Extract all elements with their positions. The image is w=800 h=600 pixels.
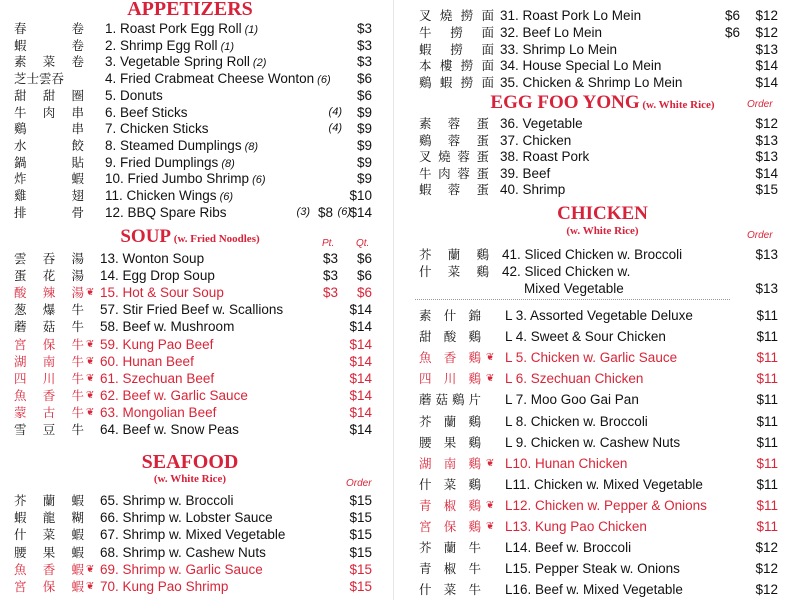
item-name: L12. Chicken w. Pepper & Onions: [505, 497, 707, 513]
menu-item: [405, 349, 800, 366]
menu-item: [405, 24, 800, 41]
chinese-name: 雲 吞 湯: [14, 251, 84, 266]
item-name: L10. Hunan Chicken: [505, 455, 628, 471]
menu-item: [405, 115, 800, 132]
menu-item: [405, 7, 800, 24]
menu-item: [0, 267, 380, 284]
chinese-name: 牛 肉 蓉 蛋: [419, 165, 489, 181]
item-price-quart: $14: [349, 387, 372, 403]
chinese-name: 牛 肉 串: [14, 104, 84, 120]
item-name: 11. Chicken Wings (6): [105, 188, 234, 203]
item-price-quart: $14: [755, 58, 778, 74]
chinese-name: 青 椒 鷄: [419, 497, 481, 513]
item-price: $11: [756, 413, 778, 429]
menu-item: [0, 318, 380, 335]
item-price-small: $8: [317, 204, 333, 220]
item-name: 8. Steamed Dumplings (8): [105, 137, 259, 153]
item-price-quart: $14: [755, 75, 778, 91]
menu-item: [405, 455, 800, 472]
item-price: $11: [756, 434, 778, 450]
pepper-icon: ❦: [486, 457, 495, 469]
item-price: $9: [356, 154, 372, 170]
menu-item: [405, 518, 800, 535]
item-name: 64. Beef w. Snow Peas: [100, 422, 239, 437]
menu-item: [0, 120, 380, 137]
menu-item: [405, 165, 800, 182]
menu-item: [0, 204, 380, 221]
section-subtitle: (w. Fried Noodles): [171, 233, 260, 245]
menu-item: [0, 154, 380, 171]
chinese-name: 水 餃: [14, 137, 84, 153]
item-price: $11: [756, 455, 778, 471]
item-price: $3: [356, 37, 372, 53]
item-quantity: (8): [241, 140, 259, 153]
item-quantity: (3): [296, 205, 310, 218]
item-name: L11. Chicken w. Mixed Vegetable: [505, 476, 703, 492]
item-name: 37. Chicken: [500, 132, 572, 148]
column-label-order: Order: [346, 478, 372, 489]
item-price: $15: [349, 510, 372, 526]
item-name: 65. Shrimp w. Broccoli: [100, 493, 234, 508]
section-title-text: APPETIZERS: [127, 0, 253, 20]
menu-item: [405, 497, 800, 514]
item-name: 10. Fried Jumbo Shrimp (6): [105, 171, 266, 187]
item-price-pint: $3: [322, 251, 338, 266]
menu-item: [405, 434, 800, 451]
item-price: $6: [356, 71, 372, 87]
menu-item: [405, 132, 800, 149]
item-price: $11: [756, 371, 778, 387]
chinese-name: 四 川 牛: [14, 370, 84, 386]
chinese-name: 蘑 菇 鷄 片: [419, 392, 481, 408]
chinese-name: 蝦 蓉 蛋: [419, 182, 489, 198]
item-price-quart: $12: [755, 8, 778, 23]
chinese-name: 芥 蘭 牛: [419, 540, 481, 556]
item-price-pint: $3: [322, 285, 338, 301]
item-quantity: (6): [314, 74, 331, 87]
item-name: L14. Beef w. Broccoli: [505, 540, 632, 556]
item-name: 63. Mongolian Beef: [100, 404, 217, 420]
chinese-name: 魚 香 鷄: [419, 350, 481, 366]
item-name: 5. Donuts: [105, 87, 163, 103]
item-name: 42. Sliced Chicken w.: [502, 264, 631, 279]
menu-item: [405, 280, 800, 297]
section-subtitle: (w. White Rice): [639, 99, 715, 111]
item-price-quart: $14: [349, 302, 372, 318]
item-name: 9. Fried Dumplings (8): [105, 154, 235, 170]
menu-item: [0, 70, 380, 87]
menu-item: [0, 492, 380, 509]
pepper-icon: ❦: [86, 372, 95, 384]
menu-item: [405, 246, 800, 263]
menu-item: [405, 476, 800, 493]
item-name: 62. Beef w. Garlic Sauce: [100, 387, 248, 403]
item-name: 33. Shrimp Lo Mein: [500, 41, 618, 57]
item-name: Mixed Vegetable: [524, 281, 624, 296]
section-title: [405, 203, 800, 225]
chinese-name: 叉 燒 撈 面: [419, 8, 494, 23]
menu-item: [0, 250, 380, 267]
chinese-name: 牛 撈 面: [419, 24, 494, 40]
item-price: $9: [356, 171, 372, 187]
item-quantity: (2): [249, 57, 267, 70]
menu-item: [0, 421, 380, 438]
item-name: 38. Roast Pork: [500, 149, 590, 165]
chinese-name: 蝦 卷: [14, 37, 84, 53]
item-name: 70. Kung Pao Shrimp: [100, 579, 229, 594]
item-price: $11: [756, 392, 778, 408]
item-name: 13. Wonton Soup: [100, 251, 205, 266]
item-name: 12. BBQ Spare Ribs: [105, 204, 227, 220]
chinese-name: 鍋 貼: [14, 154, 84, 170]
section-title: [0, 451, 380, 474]
menu-item: [405, 57, 800, 74]
item-price: $15: [349, 493, 372, 508]
chinese-name: 鷄 蝦 撈 面: [419, 75, 494, 91]
chinese-name: 芝士雲吞: [14, 71, 65, 87]
chinese-name: 鷄 蓉 蛋: [419, 132, 489, 148]
item-name: L13. Kung Pao Chicken: [505, 519, 647, 534]
item-price-quart: $14: [349, 404, 372, 420]
chinese-name: 鷄 串: [14, 121, 84, 137]
item-price-pint: $6: [724, 24, 740, 40]
item-price-quart: $14: [349, 336, 372, 352]
item-name: 59. Kung Pao Beef: [100, 336, 214, 352]
menu-item: [0, 187, 380, 204]
chinese-name: 炸 蝦: [14, 171, 84, 187]
chinese-name: 四 川 鷄: [419, 371, 481, 387]
item-name: 57. Stir Fried Beef w. Scallions: [100, 302, 284, 318]
item-name: 2. Shrimp Egg Roll (1): [105, 37, 235, 53]
item-name: 7. Chicken Sticks: [105, 121, 209, 137]
item-price: $11: [756, 308, 778, 323]
item-price: $12: [755, 540, 778, 556]
item-price: $15: [349, 544, 372, 560]
chinese-name: 蝦 撈 面: [419, 41, 494, 57]
item-quantity: (1): [217, 40, 235, 53]
chinese-name: 魚 香 蝦: [14, 561, 84, 577]
item-name: L 4. Sweet & Sour Chicken: [505, 329, 666, 345]
chinese-name: 什 菜 牛: [419, 582, 481, 598]
item-quantity: (8): [218, 157, 235, 170]
item-price: $11: [756, 497, 778, 513]
menu-item: [0, 104, 380, 121]
item-price: $11: [756, 350, 778, 366]
menu-item: [0, 53, 380, 70]
item-price-quart: $14: [349, 319, 372, 335]
item-name: L16. Beef w. Mixed Vegetable: [505, 582, 683, 598]
item-name: 41. Sliced Chicken w. Broccoli: [502, 247, 683, 262]
item-price-pint: $3: [322, 268, 338, 284]
item-price: $12: [755, 561, 778, 577]
menu-item: [405, 148, 800, 165]
pepper-icon: ❦: [86, 355, 95, 367]
chinese-name: 雪 豆 牛: [14, 422, 84, 437]
item-name: L 8. Chicken w. Broccoli: [505, 413, 648, 429]
item-quantity: (6): [216, 191, 234, 203]
chinese-name: 蝦 龍 糊: [14, 510, 84, 526]
item-price-quart: $6: [356, 268, 372, 284]
column-divider: [393, 0, 394, 600]
section-divider: [415, 299, 730, 301]
item-price: $15: [349, 527, 372, 543]
chinese-name: 什 菜 蝦: [14, 527, 84, 543]
menu-item: [0, 526, 380, 543]
chinese-name: 甜 酸 鷄: [419, 329, 481, 345]
section-title-text: EGG FOO YONG: [490, 92, 640, 113]
item-price: $9: [356, 104, 372, 120]
item-name: 60. Hunan Beef: [100, 353, 194, 369]
item-name: L 6. Szechuan Chicken: [505, 371, 644, 387]
item-name: 31. Roast Pork Lo Mein: [500, 8, 642, 23]
chinese-name: 叉 燒 蓉 蛋: [419, 149, 489, 165]
menu-item: [0, 37, 380, 54]
item-name: 39. Beef: [500, 165, 551, 181]
menu-item: [0, 387, 380, 404]
menu-item: [405, 539, 800, 556]
item-name: 61. Szechuan Beef: [100, 370, 215, 386]
chinese-name: 魚 香 牛: [14, 387, 84, 403]
item-name: L15. Pepper Steak w. Onions: [505, 561, 680, 577]
menu-item: [405, 391, 800, 408]
item-name: L 9. Chicken w. Cashew Nuts: [505, 434, 681, 450]
menu-item: [0, 370, 380, 387]
menu-item: [0, 404, 380, 421]
item-price: $11: [756, 476, 778, 492]
chinese-name: 素 菜 卷: [14, 54, 84, 70]
item-price-pint: $6: [724, 8, 740, 23]
chinese-name: 什 菜 鷄: [419, 264, 489, 279]
chinese-name: 芥 蘭 蝦: [14, 493, 84, 508]
chinese-name: 蒙 古 牛: [14, 404, 84, 420]
menu-item: [0, 137, 380, 154]
chinese-name: 湖 南 牛: [14, 353, 84, 369]
chinese-name: 宮 保 蝦: [14, 579, 84, 594]
chinese-name: 蛋 花 湯: [14, 268, 84, 284]
item-price: $14: [755, 165, 778, 181]
chinese-name: 排 骨: [14, 204, 84, 220]
item-price: $15: [349, 579, 372, 594]
item-name: 6. Beef Sticks: [105, 104, 188, 120]
item-price: $15: [349, 561, 372, 577]
chinese-name: 素 什 錦: [419, 308, 481, 323]
section-subtitle: (w. White Rice): [153, 473, 227, 485]
menu-item: [405, 74, 800, 91]
menu-item: [0, 353, 380, 370]
item-name: L 3. Assorted Vegetable Deluxe: [505, 308, 693, 323]
menu-item: [405, 370, 800, 387]
item-quantity: (4): [328, 105, 342, 118]
item-price: $3: [356, 54, 372, 70]
section-title: [0, 0, 380, 21]
item-price: $13: [755, 281, 778, 296]
menu-item: [405, 181, 800, 198]
pepper-icon: ❦: [86, 389, 95, 401]
chinese-name: 本 樓 撈 面: [419, 58, 494, 74]
chinese-name: 春 卷: [14, 21, 84, 36]
section-subtitle: (w. White Rice): [566, 225, 639, 237]
chinese-name: 宮 保 牛: [14, 336, 84, 352]
item-name: 68. Shrimp w. Cashew Nuts: [100, 544, 266, 560]
pepper-icon: ❦: [86, 406, 95, 418]
item-name: 40. Shrimp: [500, 182, 566, 198]
chinese-name: 芥 蘭 鷄: [419, 413, 481, 429]
chinese-name: 宮 保 鷄: [419, 519, 481, 534]
chinese-name: 腰 果 鷄: [419, 434, 481, 450]
item-price: $9: [356, 121, 372, 137]
item-price-quart: $14: [349, 370, 372, 386]
item-name: 35. Chicken & Shrimp Lo Mein: [500, 75, 683, 91]
item-price: $11: [756, 329, 778, 345]
item-price: $13: [755, 149, 778, 165]
section-title: [405, 92, 800, 114]
pepper-icon: ❦: [86, 563, 95, 575]
item-quantity: (4): [328, 122, 342, 135]
menu-item: [0, 336, 380, 353]
chinese-name: 蘑 菇 牛: [14, 319, 84, 335]
item-name: 66. Shrimp w. Lobster Sauce: [100, 510, 273, 526]
menu-item: [0, 578, 380, 595]
menu-item: [0, 87, 380, 104]
pepper-icon: ❦: [486, 521, 495, 532]
section-title-text: SEAFOOD: [141, 451, 239, 473]
chinese-name: 葱 爆 牛: [14, 302, 84, 318]
item-price: $6: [356, 87, 372, 103]
item-name: L 7. Moo Goo Gai Pan: [505, 392, 639, 408]
menu-item: [0, 561, 380, 578]
menu-item: [405, 560, 800, 577]
item-quantity: (6): [249, 174, 266, 187]
item-quantity: (1): [241, 24, 259, 36]
item-price-quart: $6: [356, 251, 372, 266]
item-name: 15. Hot & Sour Soup: [100, 285, 224, 301]
column-label-order: Order: [747, 230, 773, 241]
menu-item: [405, 328, 800, 345]
item-price: $12: [755, 582, 778, 598]
menu-item: [0, 509, 380, 526]
menu-item: [0, 20, 380, 37]
column-label-order: Order: [747, 99, 773, 110]
menu-item: [405, 263, 800, 280]
menu-item: [405, 413, 800, 430]
item-price: $13: [755, 132, 778, 148]
item-price: $3: [356, 21, 372, 36]
item-name: 69. Shrimp w. Garlic Sauce: [100, 561, 263, 577]
pepper-icon: ❦: [86, 338, 95, 350]
item-name: 34. House Special Lo Mein: [500, 58, 662, 74]
item-price-quart: $13: [755, 41, 778, 57]
item-price-quart: $14: [349, 353, 372, 369]
item-price-quart: $14: [349, 422, 372, 437]
item-name: 14. Egg Drop Soup: [100, 268, 215, 284]
item-name: 1. Roast Pork Egg Roll (1): [105, 21, 259, 36]
item-name: L 5. Chicken w. Garlic Sauce: [505, 350, 678, 366]
item-name: 3. Vegetable Spring Roll (2): [105, 54, 267, 70]
chinese-name: 素 蓉 蛋: [419, 116, 489, 131]
chinese-name: 青 椒 牛: [419, 561, 481, 577]
item-price: $11: [756, 519, 778, 534]
pepper-icon: ❦: [486, 499, 495, 511]
item-price: $10: [349, 188, 372, 203]
chinese-name: 腰 果 蝦: [14, 544, 84, 560]
menu-item: [405, 307, 800, 324]
chinese-name: 雞 翅: [14, 188, 84, 203]
item-price: $12: [755, 116, 778, 131]
section-title-text: CHICKEN: [557, 203, 648, 224]
item-name: 58. Beef w. Mushroom: [100, 319, 235, 335]
menu-item: [405, 41, 800, 58]
item-price: $15: [755, 182, 778, 198]
pepper-icon: ❦: [86, 287, 95, 299]
column-label-quart: Qt.: [356, 238, 370, 249]
menu-item: [0, 544, 380, 561]
chinese-name: 湖 南 鷄: [419, 455, 481, 471]
pepper-icon: ❦: [486, 352, 495, 364]
chinese-name: 酸 辣 湯: [14, 285, 84, 301]
chinese-name: 什 菜 鷄: [419, 476, 481, 492]
column-label-pint: Pt.: [322, 238, 335, 249]
item-price: $14: [349, 204, 372, 220]
chinese-name: 芥 蘭 鷄: [419, 247, 489, 262]
item-price: $9: [356, 137, 372, 153]
menu-item: [405, 581, 800, 598]
item-name: 36. Vegetable: [500, 116, 583, 131]
chinese-name: 甜 甜 圈: [14, 87, 84, 103]
pepper-icon: ❦: [486, 373, 495, 385]
menu-item: [0, 284, 380, 301]
item-name: 67. Shrimp w. Mixed Vegetable: [100, 527, 286, 543]
pepper-icon: ❦: [86, 581, 95, 592]
menu-item: [0, 170, 380, 187]
item-price: $13: [755, 247, 778, 262]
item-quantity: (6): [337, 205, 351, 218]
item-price-quart: $6: [356, 285, 372, 301]
item-price-quart: $12: [755, 24, 778, 40]
item-name: 32. Beef Lo Mein: [500, 24, 603, 40]
item-name: 4. Fried Crabmeat Cheese Wonton (6): [105, 71, 331, 87]
menu-item: [0, 301, 380, 318]
section-title-text: SOUP: [120, 226, 172, 247]
